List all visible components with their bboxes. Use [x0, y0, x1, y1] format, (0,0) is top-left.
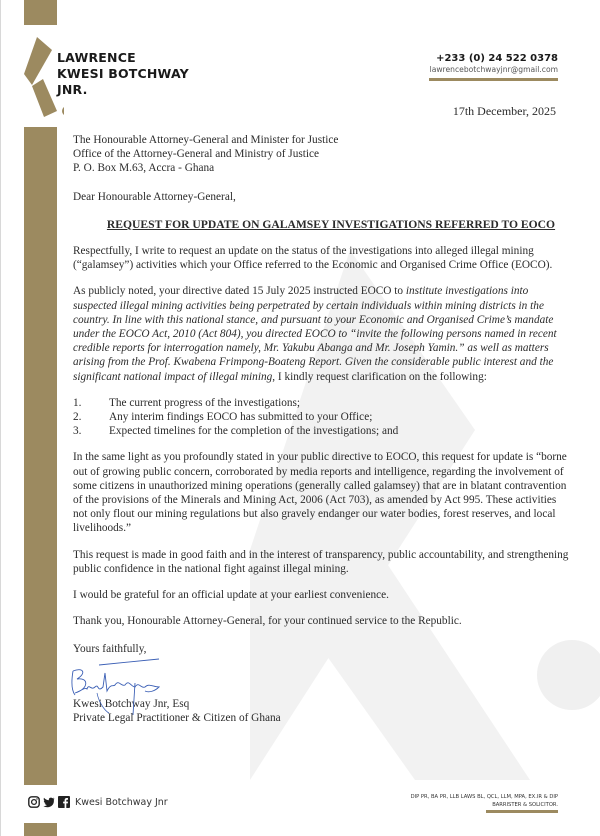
paragraph-2-lead: As publicly noted, your directive dated 15 July 2025 instructed EOCO to — [73, 285, 406, 298]
letter-date: 17th December, 2025 — [452, 104, 556, 118]
twitter-icon[interactable] — [43, 796, 55, 808]
name-line-1: LAWRENCE — [57, 50, 136, 65]
contact-block — [429, 53, 558, 81]
paragraph-2-quote: institute investigations into suspected illegal mining activities being perpetrated by certain individuals within mining districts in the country. In line with this national stance, and pursuant to your Economic and Organised Crime’s mandate under the EOCO Act, 2010 (Act 804), you directed EOCO to “invite the following persons named in recent credible reports for interrogation namely, Mr. Yakubu Abanga and Mr. Joseph Yamin.” as well as matters arising from the Prof. Kwabena Frimpong-Boateng Report. Given the considerable public interest and the significant national impact of illegal mining — [73, 285, 557, 383]
signature — [73, 659, 573, 697]
recipient-line: Office of the Attorney-General and Ministry of Justice — [73, 148, 320, 161]
list-item — [73, 424, 573, 438]
list-text: Any interim findings EOCO has submitted to your Office; — [109, 411, 373, 424]
facebook-icon[interactable] — [58, 796, 70, 808]
list-number: 2. — [73, 411, 82, 424]
paragraph-5: I would be grateful for an official update at your earliest convenience. — [73, 589, 389, 602]
letterhead-logo — [24, 37, 284, 117]
contact-divider — [429, 78, 558, 81]
brand-strip-side — [24, 127, 57, 785]
signer-title: Private Legal Practitioner & Citizen of Ghana — [73, 711, 281, 724]
letterhead-name — [57, 50, 189, 98]
email-address[interactable]: lawrencebotchwayjnr@gmail.com — [429, 65, 558, 74]
paragraph-3: In the same light as you profoundly stated in your public directive to EOCO, this request for update is “borne out of growing public concern, corroborated by media reports and intelligence, regarding the involvement of some citizens in unauthorized mining operations (generally called galamsey) that are in blatant contravention of the provisions of the Minerals and Mining Act, 2006 (Act 703), as amended by Act 995. These activities not only flout our mining regulations but also gravely endanger our water bodies, forest reserves, and local livelihoods.” — [73, 451, 567, 535]
list-number: 3. — [73, 425, 82, 438]
salutation: Dear Honourable Attorney-General, — [73, 190, 236, 203]
request-list — [73, 396, 573, 439]
recipient-address — [73, 133, 573, 176]
list-item — [73, 410, 573, 424]
list-number: 1. — [73, 396, 82, 409]
paragraph-4: This request is made in good faith and in the interest of transparency, public accountability, and strengthening public confidence in the national fight against illegal mining. — [73, 548, 569, 575]
paragraph-6: Thank you, Honourable Attorney-General, for your continued service to the Republic. — [73, 615, 462, 628]
footer-handle: Kwesi Botchway Jnr — [75, 796, 168, 808]
recipient-line: P. O. Box M.63, Accra - Ghana — [73, 162, 215, 175]
credentials-text: DIP PR, BA PR, LLB LAWS BL, QCL, LLM, MPA, EX.IR & DIP — [410, 794, 558, 800]
paragraph-2-tail: , I kindly request clarification on the following: — [272, 370, 487, 383]
paragraph-1: Respectfully, I write to request an update on the status of the investigations into alleged illegal mining (“galamsey”) activities which your Office referred to the Economic and Organised Crime Office (EOCO). — [73, 245, 553, 272]
signer-name: Kwesi Botchway Jnr, Esq — [73, 697, 190, 710]
signature-icon — [69, 657, 179, 717]
role-text: BARRISTER & SOLICITOR. — [492, 802, 558, 808]
brand-strip-bottom — [24, 823, 57, 836]
name-line-3: JNR. — [57, 82, 88, 97]
paragraph-2 — [73, 284, 573, 383]
name-line-2: KWESI BOTCHWAY — [57, 66, 189, 81]
footer-credentials — [411, 793, 558, 813]
closing: Yours faithfully, — [73, 643, 147, 656]
list-text: The current progress of the investigations; — [109, 396, 301, 409]
instagram-icon[interactable] — [28, 796, 40, 808]
page-edge — [0, 0, 1, 836]
brand-strip-top — [24, 0, 57, 25]
recipient-line: The Honourable Attorney-General and Minister for Justice — [73, 134, 339, 146]
footer-divider — [486, 810, 558, 813]
letter-body — [73, 133, 573, 725]
list-item — [73, 396, 573, 410]
phone-number: +233 (0) 24 522 0378 — [436, 53, 558, 64]
footer-social — [28, 796, 168, 808]
list-text: Expected timelines for the completion of the investigations; and — [109, 425, 399, 438]
subject-heading: REQUEST FOR UPDATE ON GALAMSEY INVESTIGATIONS REFERRED TO EOCO — [106, 217, 556, 231]
